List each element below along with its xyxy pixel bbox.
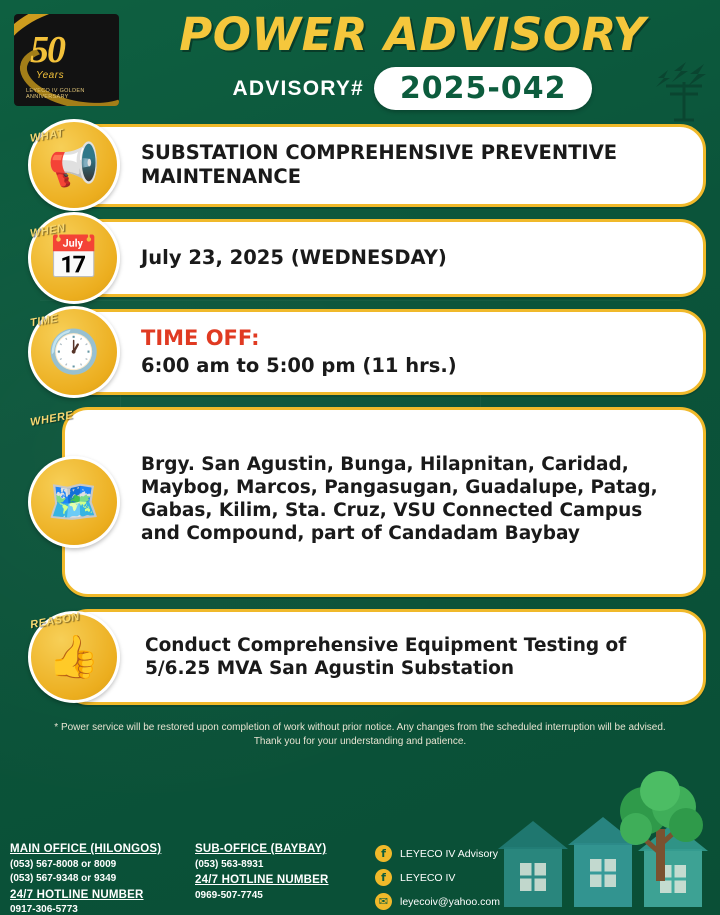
sub-office-title: SUB-OFFICE (BAYBAY): [195, 843, 327, 855]
map-icon: [28, 456, 120, 548]
card-time: [62, 309, 706, 395]
map-glyph: 🗺️: [47, 478, 101, 526]
social-item-facebook-main[interactable]: [375, 869, 500, 886]
thumbs-up-glyph: 👍: [47, 633, 101, 681]
section-when: [14, 219, 706, 297]
footnote: * Power service will be restored upon completion of work without prior notice. Any changes from the scheduled interruption will be advised. Thank you for your understanding and patience.: [54, 722, 666, 747]
social-item-email[interactable]: [375, 893, 500, 910]
time-off-heading: TIME OFF:: [141, 325, 260, 350]
card-reason: [62, 609, 706, 705]
main-office-title: MAIN OFFICE (HILONGOS): [10, 843, 162, 855]
sub-office-phone-1: (053) 563-8931: [195, 858, 264, 870]
card-where: [62, 407, 706, 597]
section-tag-when: WHEN: [29, 221, 67, 240]
clock-glyph: 🕐: [47, 327, 101, 375]
card-when: [62, 219, 706, 297]
section-tag-what: WHAT: [29, 127, 65, 145]
where-text: Brgy. San Agustin, Bunga, Hilapnitan, Caridad, Maybog, Marcos, Pangasugan, Guadalupe, Patag, Gabas, Kilim, Sta. Cruz, VSU Connected Campus and Compound, part of Candadam Baybay: [141, 453, 658, 545]
poster-header: [0, 0, 720, 122]
logo-years-label: Years: [36, 70, 65, 81]
section-where: [14, 407, 706, 597]
calendar-glyph: 📅: [47, 233, 101, 281]
section-tag-reason: REASON: [29, 610, 81, 632]
social-item-facebook-advisory[interactable]: [375, 845, 500, 862]
facebook-icon: f: [375, 845, 392, 862]
megaphone-glyph: 📢: [47, 141, 101, 189]
section-reason: [14, 609, 706, 705]
page-title: POWER ADVISORY: [179, 8, 646, 61]
power-tower-icon: [604, 56, 714, 122]
leyeco-50th-logo: [14, 14, 119, 106]
email-icon: ✉: [375, 893, 392, 910]
poster-footer: [0, 837, 720, 915]
social-label-email: leyecoiv@yahoo.com: [400, 895, 500, 908]
main-office-block: [10, 841, 185, 915]
when-text: July 23, 2025 (WEDNESDAY): [141, 245, 447, 269]
logo-subtitle: LEYECO IV GOLDEN ANNIVERSARY: [26, 88, 85, 100]
main-office-phone-1: (053) 567-8008 or 8009: [10, 858, 117, 870]
facebook-icon: f: [375, 869, 392, 886]
advisory-number: 2025-042: [374, 67, 593, 110]
section-tag-where: WHERE: [29, 409, 75, 429]
social-links: [375, 841, 500, 910]
section-what: [14, 124, 706, 207]
reason-text: Conduct Comprehensive Equipment Testing of 5/6.25 MVA San Agustin Substation: [145, 635, 627, 680]
sub-office-hotline-title: 24/7 HOTLINE NUMBER: [195, 874, 329, 887]
section-time: [14, 309, 706, 395]
main-office-hotline: 0917-306-5773: [10, 904, 78, 915]
social-label-facebook-advisory: LEYECO IV Advisory: [400, 847, 499, 860]
main-office-phone-2: (053) 567-9348 or 9349: [10, 873, 117, 885]
logo-number: 50: [30, 29, 64, 71]
sub-office-block: [195, 841, 365, 903]
advisory-sections: [0, 122, 720, 705]
section-tag-time: TIME: [29, 312, 60, 330]
what-text: SUBSTATION COMPREHENSIVE PREVENTIVE MAINTENANCE: [141, 141, 618, 189]
sub-office-hotline: 0969-507-7745: [195, 889, 263, 901]
main-office-hotline-title: 24/7 HOTLINE NUMBER: [10, 888, 144, 901]
social-label-facebook-main: LEYECO IV: [400, 871, 456, 884]
card-what: [62, 124, 706, 207]
advisory-label: ADVISORY#: [232, 76, 364, 100]
time-text: 6:00 am to 5:00 pm (11 hrs.): [141, 353, 457, 377]
